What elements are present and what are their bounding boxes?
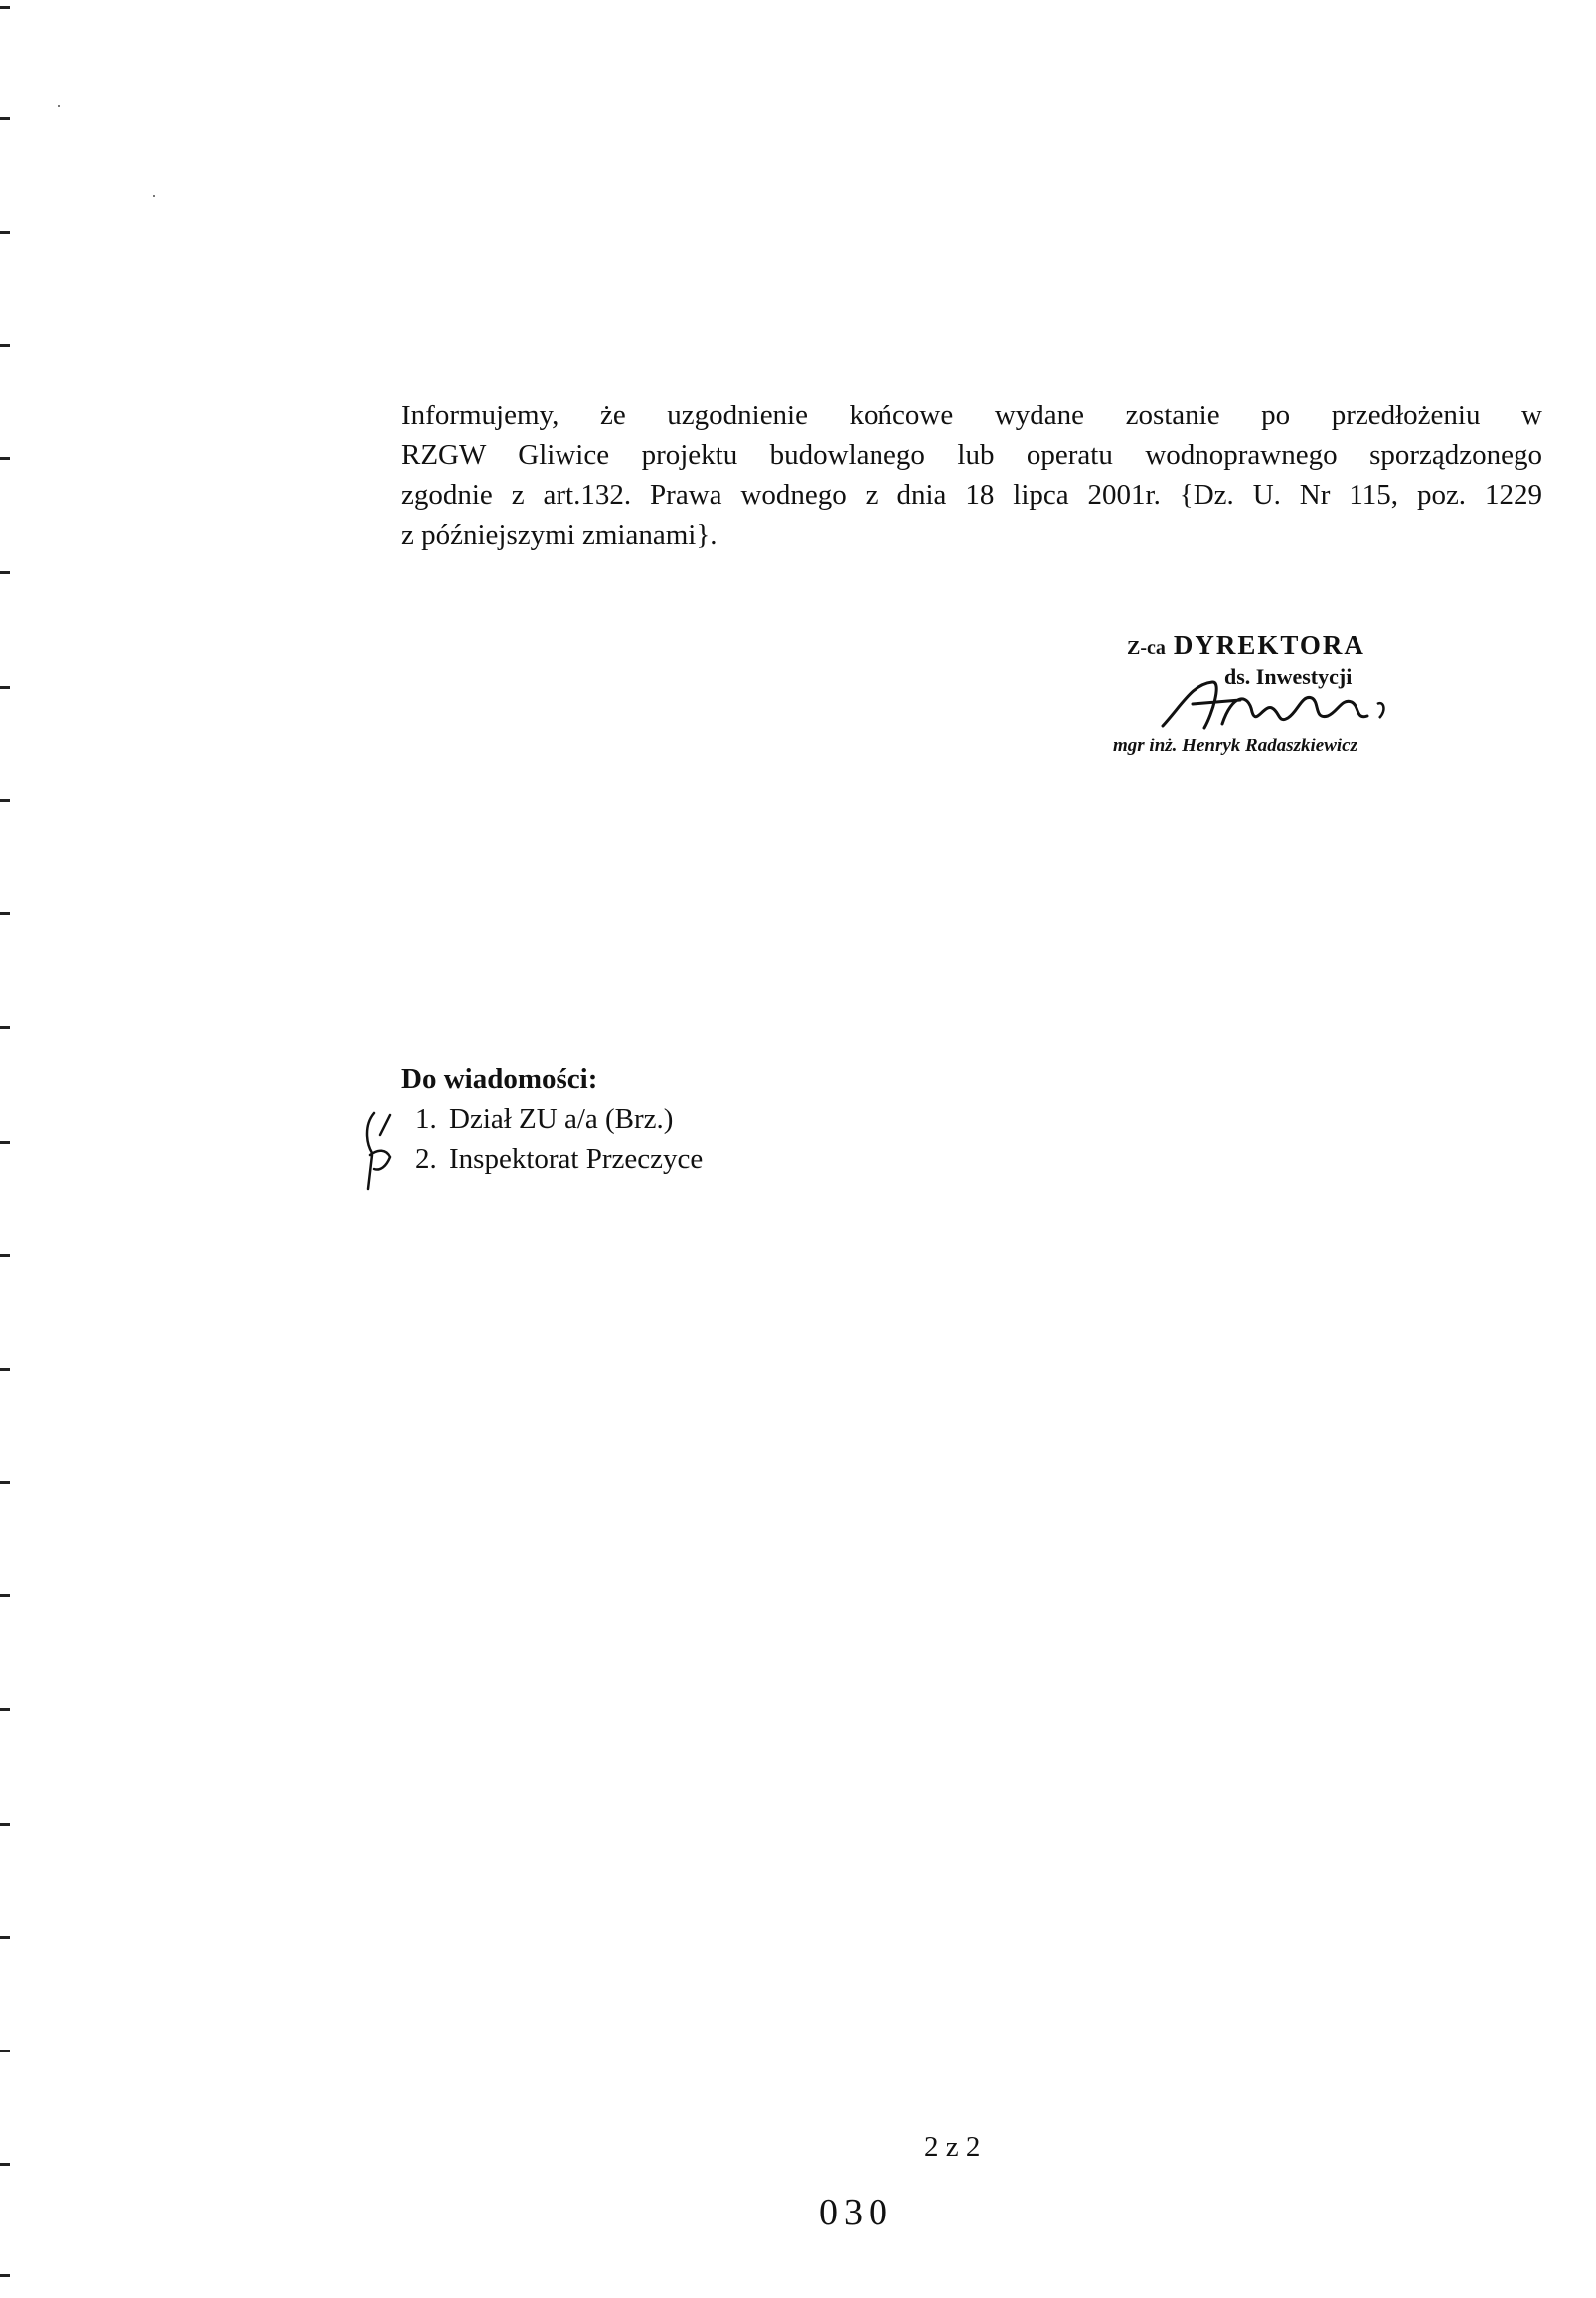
handwritten-mark bbox=[360, 1105, 429, 1195]
distribution-item bbox=[401, 1139, 703, 1179]
paragraph-line: z późniejszymi zmianami}. bbox=[401, 519, 718, 551]
edge-mark bbox=[0, 912, 10, 915]
page-counter: 2 z 2 bbox=[924, 2131, 981, 2163]
edge-mark bbox=[0, 2274, 10, 2277]
edge-mark bbox=[0, 1594, 10, 1597]
body-paragraph bbox=[401, 396, 1542, 555]
edge-mark bbox=[0, 1481, 10, 1484]
page-number-stamp: 030 bbox=[819, 2192, 893, 2233]
edge-mark bbox=[0, 1026, 10, 1029]
item-number: 2. bbox=[415, 1143, 437, 1175]
edge-mark bbox=[0, 1936, 10, 1939]
edge-mark bbox=[0, 6, 10, 9]
edge-mark bbox=[0, 1368, 10, 1371]
edge-mark bbox=[0, 571, 10, 574]
edge-mark bbox=[0, 231, 10, 234]
edge-mark bbox=[0, 2163, 10, 2166]
edge-mark bbox=[0, 1708, 10, 1711]
distribution-heading: Do wiadomości: bbox=[401, 1064, 598, 1095]
paragraph-line: zgodnie z art.132. Prawa wodnego z dnia 18 lipca 2001r. {Dz. U. Nr 115, poz. 1229 bbox=[401, 479, 1542, 511]
distribution-list bbox=[401, 1060, 703, 1179]
handwritten-signature bbox=[1153, 664, 1391, 743]
official-stamp bbox=[1113, 624, 1471, 773]
edge-mark bbox=[0, 344, 10, 347]
distribution-item bbox=[401, 1099, 703, 1139]
stamp-title bbox=[1127, 630, 1365, 661]
scan-speck bbox=[58, 105, 60, 107]
edge-mark bbox=[0, 1254, 10, 1257]
stamp-signatory-name: mgr inż. Henryk Radaszkiewicz bbox=[1113, 736, 1357, 756]
stamp-department: ds. Inwestycji bbox=[1224, 664, 1353, 689]
stamp-prefix: Z-ca bbox=[1127, 637, 1166, 659]
edge-mark bbox=[0, 2050, 10, 2052]
edge-mark bbox=[0, 457, 10, 460]
edge-mark bbox=[0, 799, 10, 802]
item-text: Inspektorat Przeczyce bbox=[449, 1143, 704, 1175]
distribution-items bbox=[401, 1099, 703, 1179]
paragraph-line: RZGW Gliwice projektu budowlanego lub operatu wodnoprawnego sporządzonego bbox=[401, 439, 1542, 471]
stamp-role: DYREKTORA bbox=[1173, 630, 1365, 660]
item-text: Dział ZU a/a (Brz.) bbox=[449, 1103, 674, 1135]
scan-speck bbox=[153, 195, 155, 197]
edge-mark bbox=[0, 1823, 10, 1826]
edge-mark bbox=[0, 117, 10, 120]
edge-mark bbox=[0, 686, 10, 689]
paragraph-line: Informujemy, że uzgodnienie końcowe wydane zostanie po przedłożeniu w bbox=[401, 400, 1542, 431]
item-number: 1. bbox=[415, 1103, 437, 1135]
edge-mark bbox=[0, 1141, 10, 1144]
